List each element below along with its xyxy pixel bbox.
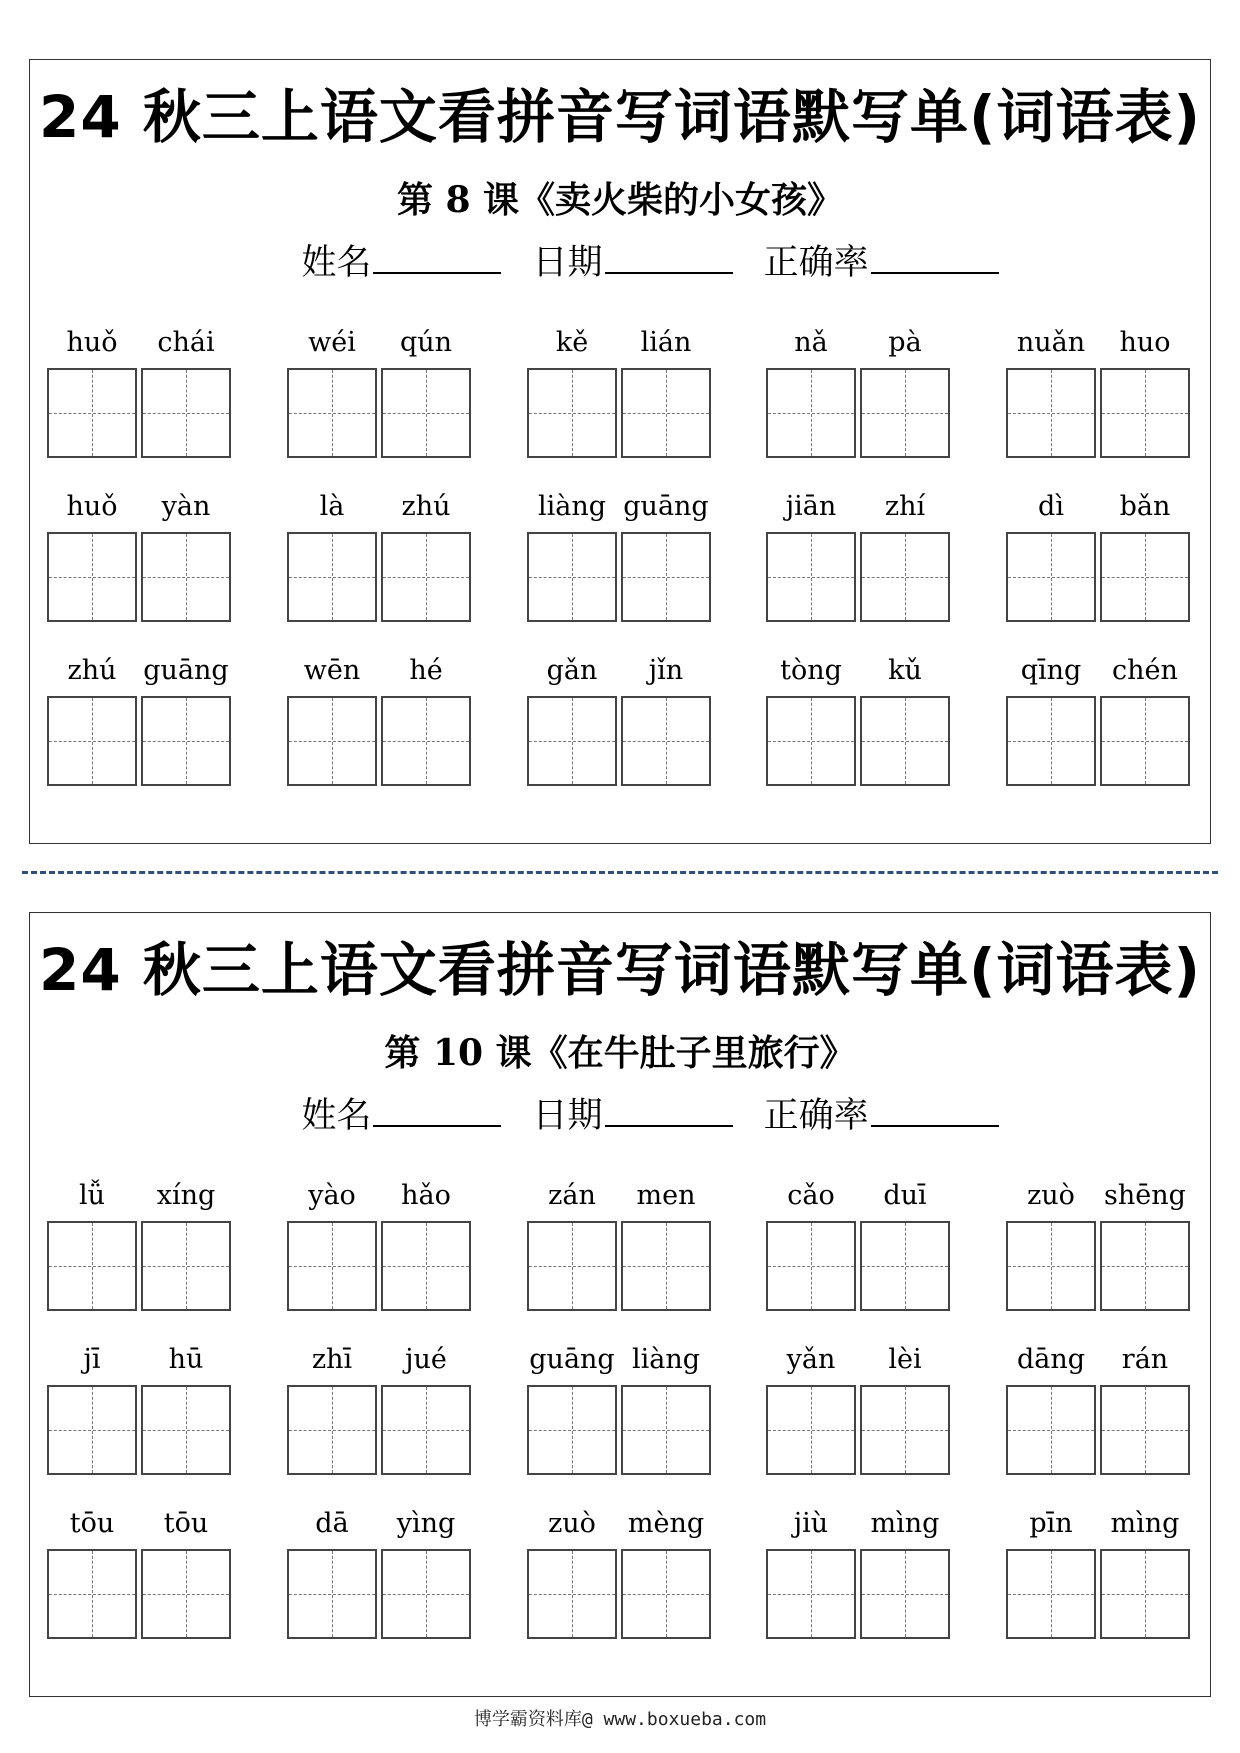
writing-box[interactable]	[141, 1221, 231, 1311]
syllable-cell	[141, 1175, 231, 1217]
pinyin-label: jiù	[793, 1508, 829, 1539]
writing-box[interactable]	[47, 532, 137, 622]
pinyin-label: yìng	[396, 1508, 456, 1539]
writing-box[interactable]	[1006, 1221, 1096, 1311]
date-blank[interactable]	[605, 242, 733, 274]
pinyin-label: chái	[157, 327, 215, 358]
writing-box[interactable]	[621, 1385, 711, 1475]
word-row	[47, 1503, 1217, 1667]
writing-box[interactable]	[381, 532, 471, 622]
worksheet-bottom	[29, 912, 1211, 1697]
syllable-cell	[381, 1175, 471, 1217]
pinyin-label: jī	[83, 1344, 101, 1375]
syllable-cell	[141, 322, 231, 364]
writing-box[interactable]	[527, 1385, 617, 1475]
writing-box[interactable]	[766, 532, 856, 622]
writing-box[interactable]	[527, 696, 617, 786]
writing-box[interactable]	[1006, 532, 1096, 622]
writing-box[interactable]	[47, 1385, 137, 1475]
writing-box[interactable]	[621, 696, 711, 786]
writing-box[interactable]	[860, 1221, 950, 1311]
writing-box[interactable]	[1006, 1549, 1096, 1639]
syllable-cell	[766, 322, 856, 364]
writing-box[interactable]	[1006, 696, 1096, 786]
pinyin-label: zuò	[548, 1508, 596, 1539]
writing-box[interactable]	[860, 1549, 950, 1639]
pinyin-label: wēn	[303, 655, 361, 686]
writing-box[interactable]	[1100, 368, 1190, 458]
writing-box[interactable]	[1006, 1385, 1096, 1475]
writing-box[interactable]	[287, 368, 377, 458]
syllable-cell	[141, 1339, 231, 1381]
pinyin-label: jué	[405, 1344, 447, 1375]
syllable-cell	[47, 322, 137, 364]
writing-box[interactable]	[527, 368, 617, 458]
worksheet-top	[29, 59, 1211, 844]
syllable-cell	[621, 322, 711, 364]
date-field[interactable]	[532, 1093, 732, 1139]
writing-box[interactable]	[47, 1549, 137, 1639]
syllable-cell	[621, 486, 711, 528]
accuracy-label: 正确率	[763, 1096, 869, 1136]
word-grid	[47, 1175, 1217, 1667]
syllable-cell	[860, 650, 950, 692]
sheet-title: 24 秋三上语文看拼音写词语默写单(词语表)	[39, 936, 1201, 1004]
pinyin-label: zhī	[311, 1344, 353, 1375]
syllable-cell	[381, 1339, 471, 1381]
student-info-line	[30, 1093, 1210, 1139]
pinyin-label: jǐn	[648, 655, 684, 686]
pinyin-label: zán	[548, 1180, 596, 1211]
writing-box[interactable]	[860, 696, 950, 786]
writing-box[interactable]	[621, 532, 711, 622]
syllable-cell	[1100, 650, 1190, 692]
syllable-cell	[860, 322, 950, 364]
writing-box[interactable]	[1100, 696, 1190, 786]
pinyin-label: huǒ	[66, 491, 118, 522]
writing-box[interactable]	[287, 1385, 377, 1475]
student-info-line	[30, 240, 1210, 286]
name-label: 姓名	[301, 1096, 372, 1136]
writing-box[interactable]	[1006, 368, 1096, 458]
pinyin-label: dā	[315, 1508, 349, 1539]
pinyin-label: hū	[168, 1344, 204, 1375]
pinyin-label: liàng	[631, 1344, 701, 1375]
pinyin-label: rán	[1121, 1344, 1169, 1375]
syllable-cell	[381, 486, 471, 528]
syllable-cell	[141, 1503, 231, 1545]
pinyin-label: shēng	[1104, 1180, 1186, 1211]
writing-box[interactable]	[527, 1221, 617, 1311]
word-row	[47, 322, 1217, 486]
writing-box[interactable]	[381, 368, 471, 458]
writing-box[interactable]	[141, 1385, 231, 1475]
writing-box[interactable]	[1100, 1549, 1190, 1639]
pinyin-label: zhú	[67, 655, 117, 686]
syllable-cell	[287, 322, 377, 364]
syllable-cell	[1100, 1175, 1190, 1217]
sheet-title: 24 秋三上语文看拼音写词语默写单(词语表)	[39, 83, 1201, 151]
writing-box[interactable]	[287, 1549, 377, 1639]
pinyin-label: lǚ	[78, 1180, 106, 1211]
syllable-cell	[47, 650, 137, 692]
syllable-cell	[527, 1503, 617, 1545]
pinyin-label: xíng	[156, 1180, 216, 1211]
syllable-cell	[766, 486, 856, 528]
syllable-cell	[141, 650, 231, 692]
syllable-cell	[766, 1503, 856, 1545]
pinyin-label: duī	[883, 1180, 927, 1211]
writing-box[interactable]	[766, 1221, 856, 1311]
writing-box[interactable]	[47, 1221, 137, 1311]
pinyin-label: mìng	[870, 1508, 940, 1539]
word-row	[47, 486, 1217, 650]
pinyin-label: dì	[1038, 491, 1064, 522]
syllable-cell	[47, 1339, 137, 1381]
syllable-cell	[47, 1503, 137, 1545]
syllable-cell	[141, 486, 231, 528]
name-blank[interactable]	[373, 1095, 501, 1127]
syllable-cell	[1006, 322, 1096, 364]
syllable-cell	[860, 1503, 950, 1545]
writing-box[interactable]	[1100, 1385, 1190, 1475]
syllable-cell	[1100, 486, 1190, 528]
pinyin-label: mèng	[627, 1508, 705, 1539]
syllable-cell	[1100, 322, 1190, 364]
word-grid	[47, 322, 1217, 814]
pinyin-label: yàn	[161, 491, 211, 522]
syllable-cell	[527, 1175, 617, 1217]
pinyin-label: tōu	[69, 1508, 115, 1539]
pinyin-label: mìng	[1110, 1508, 1180, 1539]
accuracy-field[interactable]	[764, 1093, 999, 1139]
pinyin-label: yǎn	[786, 1344, 836, 1375]
pinyin-label: là	[319, 491, 345, 522]
pinyin-label: pīn	[1029, 1508, 1073, 1539]
writing-box[interactable]	[766, 1549, 856, 1639]
syllable-cell	[381, 1503, 471, 1545]
cut-line-divider	[22, 871, 1218, 874]
syllable-cell	[1006, 1503, 1096, 1545]
writing-box[interactable]	[47, 368, 137, 458]
writing-box[interactable]	[141, 532, 231, 622]
accuracy-label: 正确率	[763, 243, 869, 283]
syllable-cell	[766, 1175, 856, 1217]
writing-box[interactable]	[527, 1549, 617, 1639]
pinyin-label: liàng	[537, 491, 607, 522]
syllable-cell	[621, 1503, 711, 1545]
pinyin-label: nǎ	[794, 327, 828, 358]
syllable-cell	[287, 650, 377, 692]
writing-box[interactable]	[141, 696, 231, 786]
pinyin-label: hǎo	[401, 1180, 451, 1211]
syllable-cell	[621, 1339, 711, 1381]
writing-box[interactable]	[381, 1549, 471, 1639]
writing-box[interactable]	[860, 368, 950, 458]
writing-box[interactable]	[287, 1221, 377, 1311]
writing-box[interactable]	[381, 696, 471, 786]
writing-box[interactable]	[141, 1549, 231, 1639]
name-field[interactable]	[301, 1093, 501, 1139]
writing-box[interactable]	[527, 532, 617, 622]
syllable-cell	[527, 486, 617, 528]
lesson-heading: 第 8 课《卖火柴的小女孩》	[396, 179, 844, 221]
pinyin-label: wéi	[308, 327, 356, 358]
pinyin-label: zhí	[884, 491, 926, 522]
pinyin-label: kě	[555, 327, 589, 358]
syllable-cell	[1100, 1339, 1190, 1381]
pinyin-label: lián	[640, 327, 692, 358]
pinyin-label: chén	[1112, 655, 1178, 686]
writing-box[interactable]	[287, 696, 377, 786]
pinyin-label: men	[636, 1180, 696, 1211]
pinyin-label: gǎn	[546, 655, 598, 686]
pinyin-label: zuò	[1027, 1180, 1075, 1211]
writing-box[interactable]	[1100, 1221, 1190, 1311]
word-row	[47, 650, 1217, 814]
name-label: 姓名	[301, 243, 372, 283]
date-field[interactable]	[532, 240, 732, 286]
writing-box[interactable]	[860, 1385, 950, 1475]
syllable-cell	[381, 322, 471, 364]
date-label: 日期	[532, 1096, 603, 1136]
pinyin-label: qún	[399, 327, 453, 358]
word-row	[47, 1175, 1217, 1339]
syllable-cell	[1006, 1175, 1096, 1217]
syllable-cell	[766, 1339, 856, 1381]
pinyin-label: pà	[888, 327, 922, 358]
syllable-cell	[621, 1175, 711, 1217]
footer-watermark: 博学霸资料库@ www.boxueba.com	[473, 1709, 767, 1730]
accuracy-blank[interactable]	[871, 1095, 999, 1127]
writing-box[interactable]	[860, 532, 950, 622]
writing-box[interactable]	[621, 1221, 711, 1311]
syllable-cell	[1006, 650, 1096, 692]
accuracy-blank[interactable]	[871, 242, 999, 274]
syllable-cell	[766, 650, 856, 692]
writing-box[interactable]	[766, 368, 856, 458]
pinyin-label: tōu	[163, 1508, 209, 1539]
syllable-cell	[287, 1175, 377, 1217]
syllable-cell	[860, 486, 950, 528]
pinyin-label: kǔ	[888, 655, 922, 686]
writing-box[interactable]	[47, 696, 137, 786]
syllable-cell	[1100, 1503, 1190, 1545]
syllable-cell	[527, 650, 617, 692]
pinyin-label: guāng	[143, 655, 229, 686]
syllable-cell	[621, 650, 711, 692]
date-label: 日期	[532, 243, 603, 283]
syllable-cell	[527, 322, 617, 364]
syllable-cell	[287, 1503, 377, 1545]
pinyin-label: huǒ	[66, 327, 118, 358]
pinyin-label: tòng	[780, 655, 842, 686]
pinyin-label: hé	[409, 655, 443, 686]
name-blank[interactable]	[373, 242, 501, 274]
writing-box[interactable]	[766, 696, 856, 786]
syllable-cell	[860, 1175, 950, 1217]
pinyin-label: huo	[1119, 327, 1171, 358]
syllable-cell	[527, 1339, 617, 1381]
pinyin-label: jiān	[785, 491, 837, 522]
syllable-cell	[860, 1339, 950, 1381]
pinyin-label: zhú	[401, 491, 451, 522]
writing-box[interactable]	[141, 368, 231, 458]
writing-box[interactable]	[621, 368, 711, 458]
pinyin-label: bǎn	[1119, 491, 1171, 522]
pinyin-label: lèi	[888, 1344, 922, 1375]
writing-box[interactable]	[287, 532, 377, 622]
lesson-heading: 第 10 课《在牛肚子里旅行》	[384, 1032, 856, 1074]
syllable-cell	[1006, 1339, 1096, 1381]
pinyin-label: nuǎn	[1016, 327, 1086, 358]
syllable-cell	[287, 1339, 377, 1381]
writing-box[interactable]	[381, 1221, 471, 1311]
pinyin-label: dāng	[1016, 1344, 1086, 1375]
date-blank[interactable]	[605, 1095, 733, 1127]
word-row	[47, 1339, 1217, 1503]
pinyin-label: qīng	[1020, 655, 1082, 686]
writing-box[interactable]	[1100, 532, 1190, 622]
accuracy-field[interactable]	[764, 240, 999, 286]
name-field[interactable]	[301, 240, 501, 286]
syllable-cell	[1006, 486, 1096, 528]
syllable-cell	[47, 486, 137, 528]
syllable-cell	[287, 486, 377, 528]
pinyin-label: yào	[308, 1180, 356, 1211]
pinyin-label: guāng	[529, 1344, 615, 1375]
pinyin-label: guāng	[623, 491, 709, 522]
syllable-cell	[47, 1175, 137, 1217]
syllable-cell	[381, 650, 471, 692]
writing-box[interactable]	[621, 1549, 711, 1639]
writing-box[interactable]	[381, 1385, 471, 1475]
pinyin-label: cǎo	[787, 1180, 835, 1211]
writing-box[interactable]	[766, 1385, 856, 1475]
